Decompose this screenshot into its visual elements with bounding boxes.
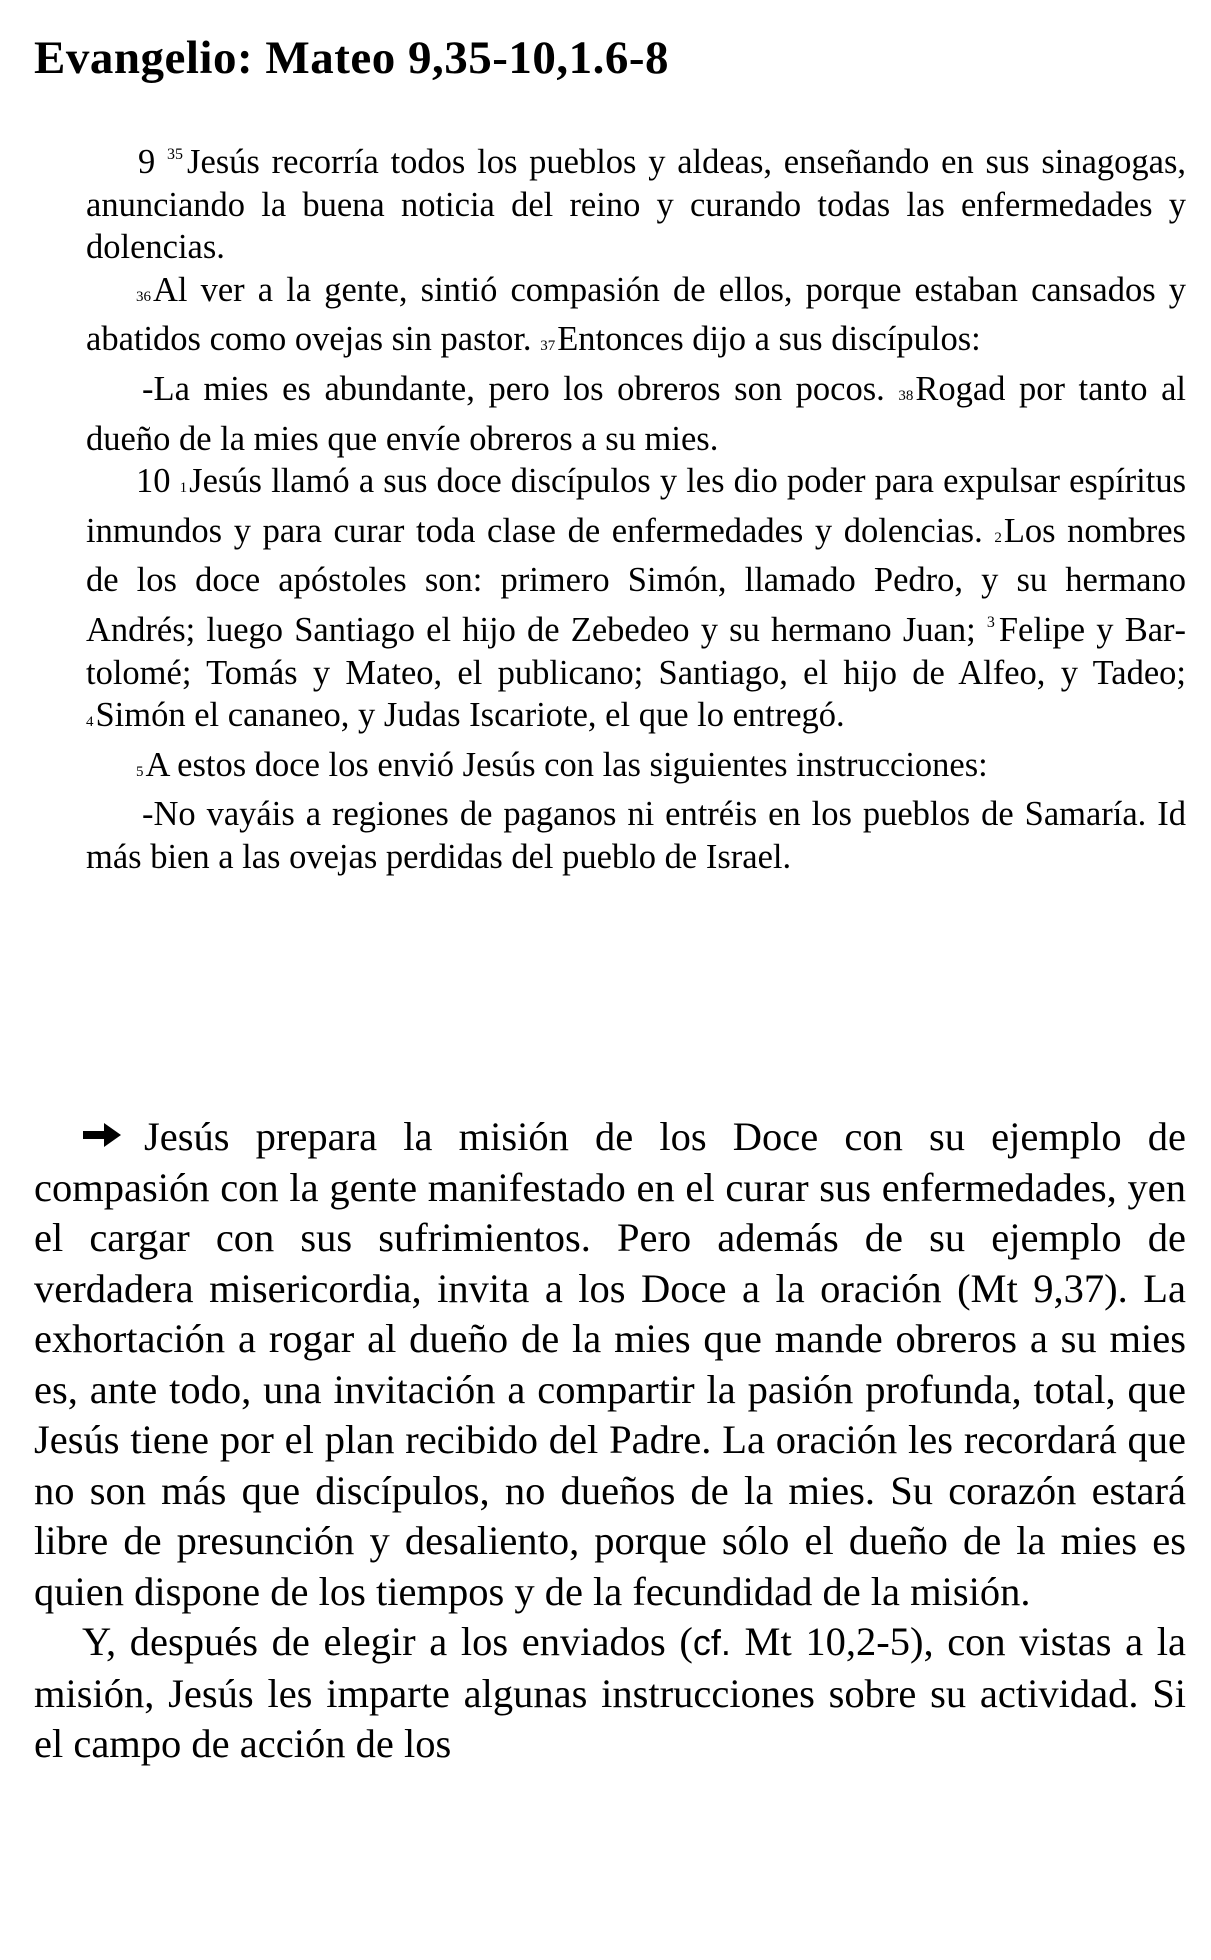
reading-paragraph [86, 793, 1186, 878]
reading-paragraph [86, 134, 1186, 269]
verse-text: -La mies es abundante, pero los obreros son pocos. [142, 369, 899, 408]
reading-paragraph [86, 460, 1186, 744]
commentary-text: Mt 10,2-5), con vistas a la misión, Jesús les imparte algunas instrucciones sobre su actividad. Si el campo de acción de los [34, 1619, 1186, 1766]
reading-paragraph [86, 269, 1186, 368]
gospel-reading [86, 134, 1186, 879]
verse-number: 1 [179, 480, 188, 497]
verse-number: 2 [994, 529, 1002, 546]
verse-text: Jesús llamó a sus doce discípulos y les dio poder para expulsar espíritus inmundos y para curar toda clase de enfermedades y dolencias. [86, 462, 1186, 550]
commentary-paragraph [34, 1112, 1186, 1617]
reading-paragraph [86, 368, 1186, 460]
verse-text: Los nombres de los doce apóstoles son: primero Simón, llamado Pedro, y su hermano Andrés; luego Santiago el hijo de Zebedeo y su hermano Juan; [86, 511, 1186, 649]
verse-text: A estos doce los envió Jesús con las siguientes instrucciones: [145, 745, 988, 784]
chapter-number: 9 [138, 143, 156, 181]
verse-number: 5 [136, 763, 144, 780]
verse-text: Simón el cananeo, y Judas Iscariote, el que lo entregó. [95, 696, 845, 735]
commentary-text: Jesús prepara la misión de los Doce con su ejemplo de compasión con la gente manifestado en el curar sus enfermedades, yen el cargar con sus sufrimientos. Pero además de su ejemplo de verdadera misericordia, invita a los Doce a la oración (Mt 9,37). La exhortación a rogar al dueño de la mies que mande obreros a su mies es, ante todo, una invitación a compartir la pasión profunda, total, que Jesús tiene por el plan recibido del Padre. La oración les recordará que no son más que discípulos, no dueños de la mies. Su corazón estará libre de presunción y desaliento, porque sólo el dueño de la mies es quien dispone de los tiempos y de la fecundidad de la misión. [34, 1114, 1186, 1614]
verse-number: 38 [898, 387, 914, 404]
arrow-right-icon [82, 1122, 122, 1148]
reading-paragraph [86, 744, 1186, 794]
verse-number: 35 [167, 146, 184, 163]
verse-number: 4 [86, 714, 94, 731]
verse-number: 36 [136, 288, 151, 305]
commentary-text: Y, después de elegir a los enviados ( [82, 1619, 693, 1664]
verse-text: Al ver a la gente, sintió compasión de ellos, porque estaban cansados y abatidos como ovejas sin pastor. [86, 270, 1186, 359]
commentary-paragraph [34, 1617, 1186, 1770]
verse-text: Rogad por tanto al dueño de la mies que envíe obreros a su mies. [86, 369, 1186, 458]
verse-text: Jesús recorría todos los pueblos y aldeas, enseñando en sus sinagogas, anunciando la buena noticia del reino y curando todas las enfermedades y dolencias. [86, 143, 1187, 267]
verse-number: 3 [986, 613, 995, 631]
verse-text: Entonces dijo a sus discípulos: [557, 320, 981, 359]
verse-text: -No vayáis a regiones de paganos ni entréis en los pueblos de Samaría. Id más bien a las ovejas perdidas del pueblo de Israel. [86, 795, 1186, 876]
cf-abbreviation: cf. [692, 1622, 731, 1663]
page-title: Evangelio: Mateo 9,35-10,1.6-8 [34, 32, 670, 84]
verse-number: 37 [540, 338, 556, 355]
verse-text: Felipe y Bartolomé; Tomás y Mateo, el publicano; Santiago, el hijo de Alfeo, y Tadeo; [86, 610, 1187, 692]
commentary [34, 1112, 1186, 1770]
chapter-number: 10 [136, 462, 171, 501]
